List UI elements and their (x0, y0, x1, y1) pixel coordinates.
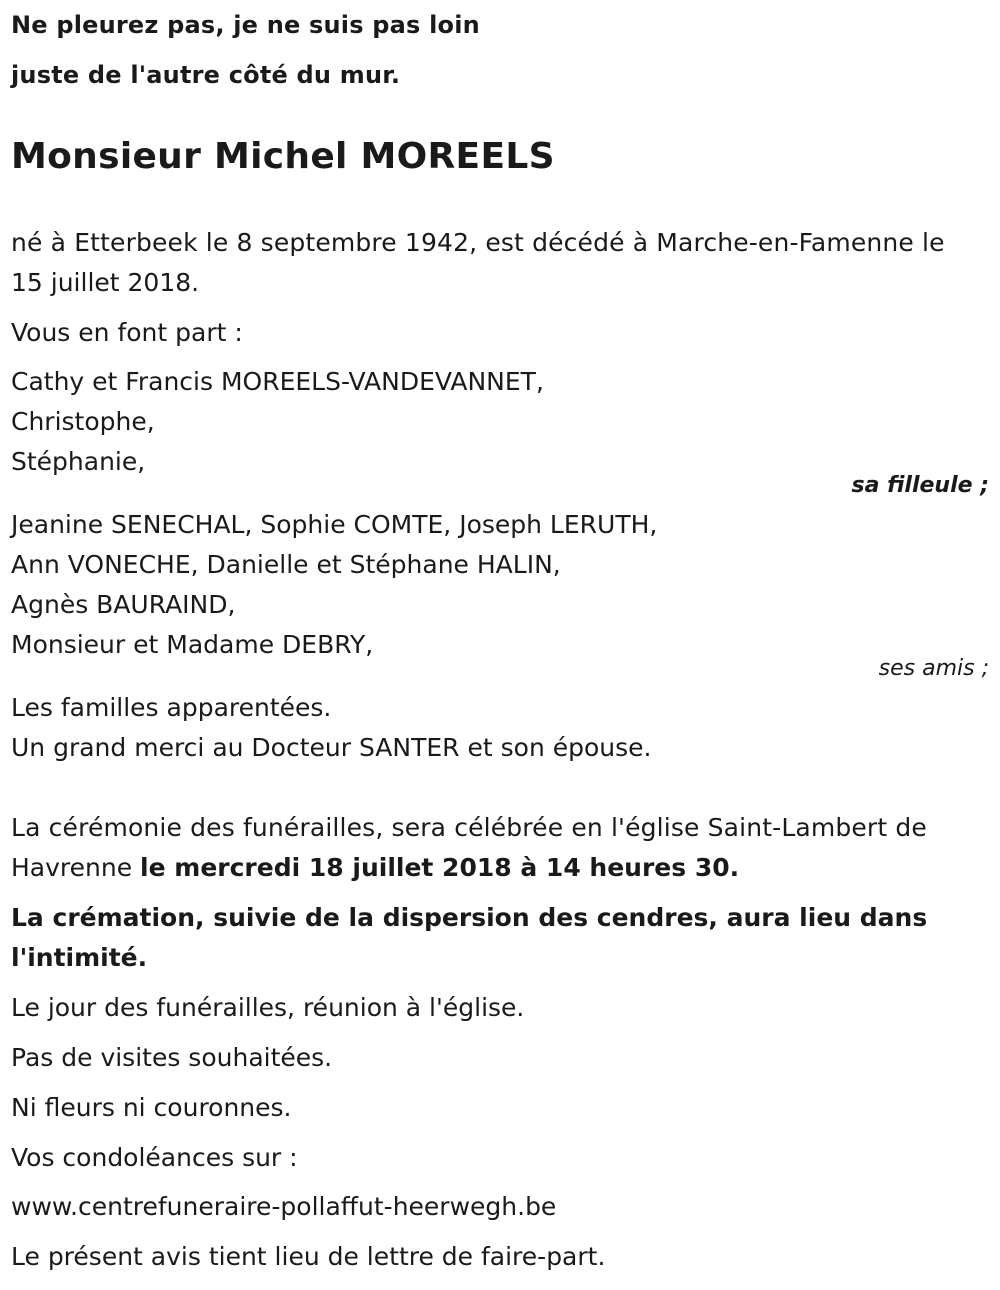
condolences-website-link[interactable]: www.centrefuneraire-pollaffut-heerwegh.be (11, 1192, 557, 1221)
friends-line-2: Ann VONECHE, Danielle et Stéphane HALIN, (11, 550, 561, 579)
closing-notice: Le présent avis tient lieu de lettre de faire-part. (11, 1242, 606, 1271)
family-line-3: Stéphanie, (11, 447, 146, 476)
family-line-1: Cathy et Francis MOREELS-VANDEVANNET, (11, 367, 544, 396)
thanks: Un grand merci au Docteur SANTER et son épouse. (11, 733, 652, 762)
family-line-2: Christophe, (11, 407, 155, 436)
ceremony-line-2 (11, 853, 739, 883)
reunion-notice: Le jour des funérailles, réunion à l'église. (11, 993, 525, 1022)
flowers-notice: Ni fleurs ni couronnes. (11, 1093, 292, 1122)
epigraph-line-2: juste de l'autre côté du mur. (11, 61, 401, 89)
announcement: Vous en font part : (11, 318, 243, 347)
ceremony-place: Havrenne (11, 853, 133, 882)
condolences-label: Vos condoléances sur : (11, 1143, 298, 1172)
relatives: Les familles apparentées. (11, 693, 332, 722)
friends-line-3: Agnès BAURAIND, (11, 590, 236, 619)
ceremony-line-1: La cérémonie des funérailles, sera célébrée en l'église Saint-Lambert de (11, 813, 927, 842)
friends-line-1: Jeanine SENECHAL, Sophie COMTE, Joseph LERUTH, (11, 510, 658, 539)
family-relation: sa filleule ; (851, 473, 989, 498)
birth-death-line-1: né à Etterbeek le 8 septembre 1942, est décédé à Marche-en-Famenne le (11, 228, 945, 257)
deceased-name: Monsieur Michel MOREELS (11, 136, 555, 177)
cremation-line-2: l'intimité. (11, 943, 148, 972)
epigraph-line-1: Ne pleurez pas, je ne suis pas loin (11, 11, 480, 39)
friends-relation: ses amis ; (878, 656, 989, 681)
friends-line-4: Monsieur et Madame DEBRY, (11, 630, 374, 659)
cremation-line-1: La crémation, suivie de la dispersion des cendres, aura lieu dans (11, 903, 928, 932)
birth-death-line-2: 15 juillet 2018. (11, 268, 200, 297)
ceremony-date: le mercredi 18 juillet 2018 à 14 heures 30. (140, 853, 740, 882)
visits-notice: Pas de visites souhaitées. (11, 1043, 333, 1072)
